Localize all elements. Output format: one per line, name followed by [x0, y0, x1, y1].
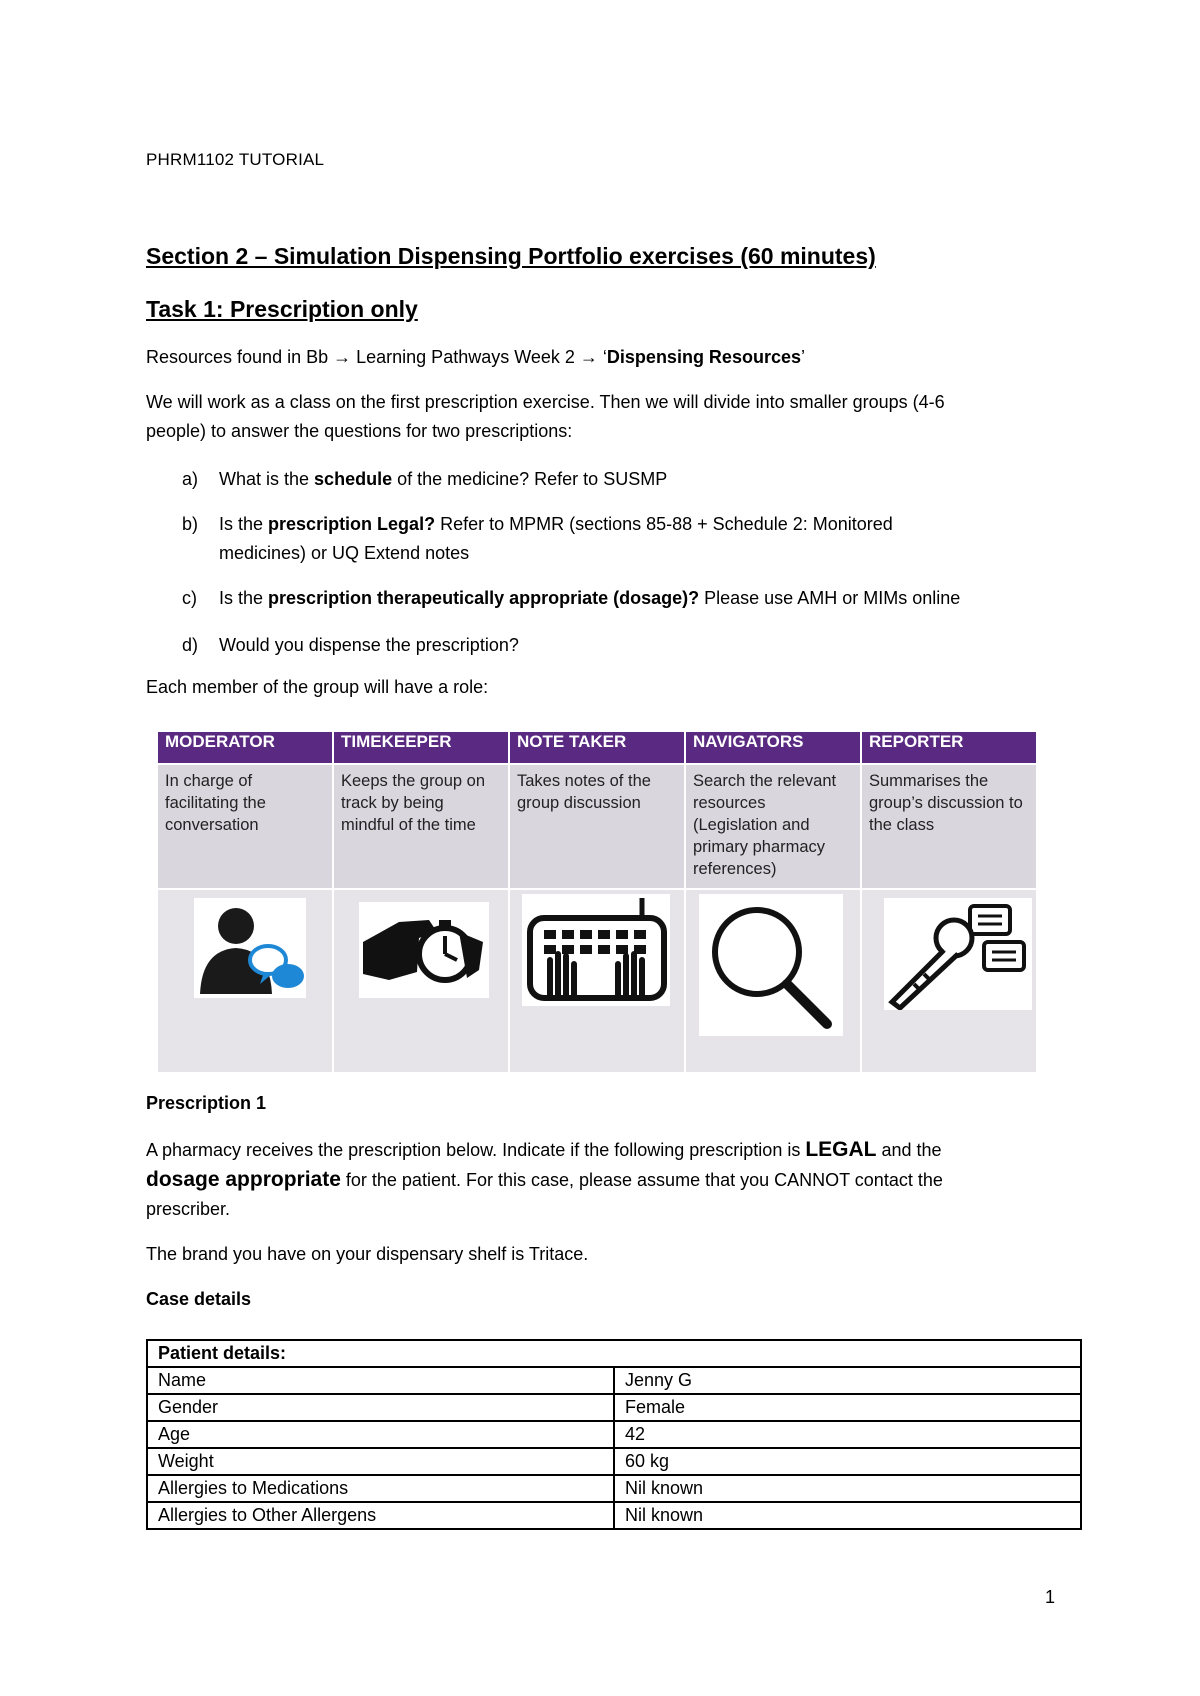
role-desc: Summarises the group’s discussion to the class — [861, 764, 1037, 889]
role-title: NAVIGATORS — [685, 731, 861, 764]
intro-line-2: people) to answer the questions for two prescriptions: — [146, 421, 573, 441]
rx-para-line-2: dosage appropriate for the patient. For this case, please assume that you CANNOT contact the — [146, 1168, 943, 1191]
resources-middle: Learning Pathways Week 2 — [351, 347, 580, 367]
role-title: REPORTER — [861, 731, 1037, 764]
table-cell: 42 — [614, 1421, 1081, 1448]
quote-open: ‘ — [597, 347, 607, 367]
role-title: TIMEKEEPER — [333, 731, 509, 764]
rx-para-line-1: A pharmacy receives the prescription below. Indicate if the following prescription is LEGAL and the — [146, 1138, 942, 1161]
role-icon-cell — [685, 889, 861, 1073]
stopwatch-hand-icon — [359, 902, 489, 998]
table-cell: Jenny G — [614, 1367, 1081, 1394]
question-text: What is the schedule of the medicine? Refer to SUSMP — [219, 469, 668, 489]
page-number: 1 — [1045, 1587, 1056, 1607]
table-row — [147, 1475, 1081, 1502]
role-desc: Search the relevant resources (Legislation and primary pharmacy references) — [685, 764, 861, 889]
magnifier-icon — [699, 894, 843, 1036]
role-icon-cell — [509, 889, 685, 1073]
table-cell: Age — [147, 1421, 614, 1448]
resources-bold: Dispensing Resources — [606, 347, 801, 367]
table-cell: Female — [614, 1394, 1081, 1421]
case-details-table — [146, 1339, 1082, 1530]
table-cell: 60 kg — [614, 1448, 1081, 1475]
resources-line — [146, 347, 805, 368]
prescription-heading: Prescription 1 — [146, 1093, 267, 1113]
dosage-emphasis: dosage appropriate — [146, 1168, 341, 1191]
case-heading: Case details — [146, 1289, 252, 1309]
role-desc: Keeps the group on track by being mindful of the time — [333, 764, 509, 889]
arrow-icon: → — [333, 347, 352, 367]
table-cell: Nil known — [614, 1475, 1081, 1502]
brand-line: The brand you have on your dispensary shelf is Tritace. — [146, 1244, 589, 1264]
section-title: Section 2 – Simulation Dispensing Portfolio exercises (60 minutes) — [146, 243, 876, 269]
table-cell: Weight — [147, 1448, 614, 1475]
table-row — [147, 1394, 1081, 1421]
table-cell: Name — [147, 1367, 614, 1394]
role-icon-cell — [157, 889, 333, 1073]
microphone-speech-icon — [884, 898, 1032, 1010]
question-text: Is the prescription therapeutically appropriate (dosage)? Please use AMH or MIMs online — [219, 588, 961, 608]
question-text: Would you dispense the prescription? — [219, 635, 519, 655]
moderator-person-chat-icon — [194, 898, 306, 998]
legal-emphasis: LEGAL — [805, 1138, 877, 1161]
table-cell: Gender — [147, 1394, 614, 1421]
table-header-cell: Patient details: — [147, 1340, 1081, 1367]
role-icon-cell — [333, 889, 509, 1073]
roles-desc-row — [157, 764, 1037, 889]
resources-prefix: Resources found in Bb — [146, 347, 334, 367]
question-text: Is the prescription Legal? Refer to MPMR (sections 85-88 + Schedule 2: Monitored medicines) or UQ Extend notes — [219, 514, 893, 563]
table-row — [147, 1367, 1081, 1394]
rx-para-line-3: prescriber. — [146, 1199, 231, 1219]
role-title: MODERATOR — [157, 731, 333, 764]
table-cell: Nil known — [614, 1502, 1081, 1529]
roles-icon-row — [157, 889, 1037, 1073]
arrow-icon: → — [579, 347, 598, 367]
roles-header-row — [157, 731, 1037, 764]
role-desc: Takes notes of the group discussion — [509, 764, 685, 889]
question-label: c) — [182, 588, 197, 608]
intro-line-1: We will work as a class on the first prescription exercise. Then we will divide into smaller groups (4-6 — [146, 392, 945, 412]
role-title: NOTE TAKER — [509, 731, 685, 764]
table-cell: Allergies to Other Allergens — [147, 1502, 614, 1529]
keyboard-hands-icon — [522, 894, 670, 1006]
quote-close: ’ — [800, 347, 805, 367]
table-cell: Allergies to Medications — [147, 1475, 614, 1502]
table-row — [147, 1448, 1081, 1475]
roles-table — [156, 730, 1038, 1074]
role-intro: Each member of the group will have a role: — [146, 677, 489, 697]
table-row — [147, 1421, 1081, 1448]
question-label: a) — [182, 469, 199, 489]
question-label: b) — [182, 514, 199, 534]
role-icon-cell — [861, 889, 1037, 1073]
role-desc: In charge of facilitating the conversation — [157, 764, 333, 889]
question-label: d) — [182, 635, 199, 655]
table-row — [147, 1502, 1081, 1529]
document-header: PHRM1102 TUTORIAL — [146, 150, 325, 169]
table-row — [147, 1340, 1081, 1367]
task-title: Task 1: Prescription only — [146, 296, 418, 322]
